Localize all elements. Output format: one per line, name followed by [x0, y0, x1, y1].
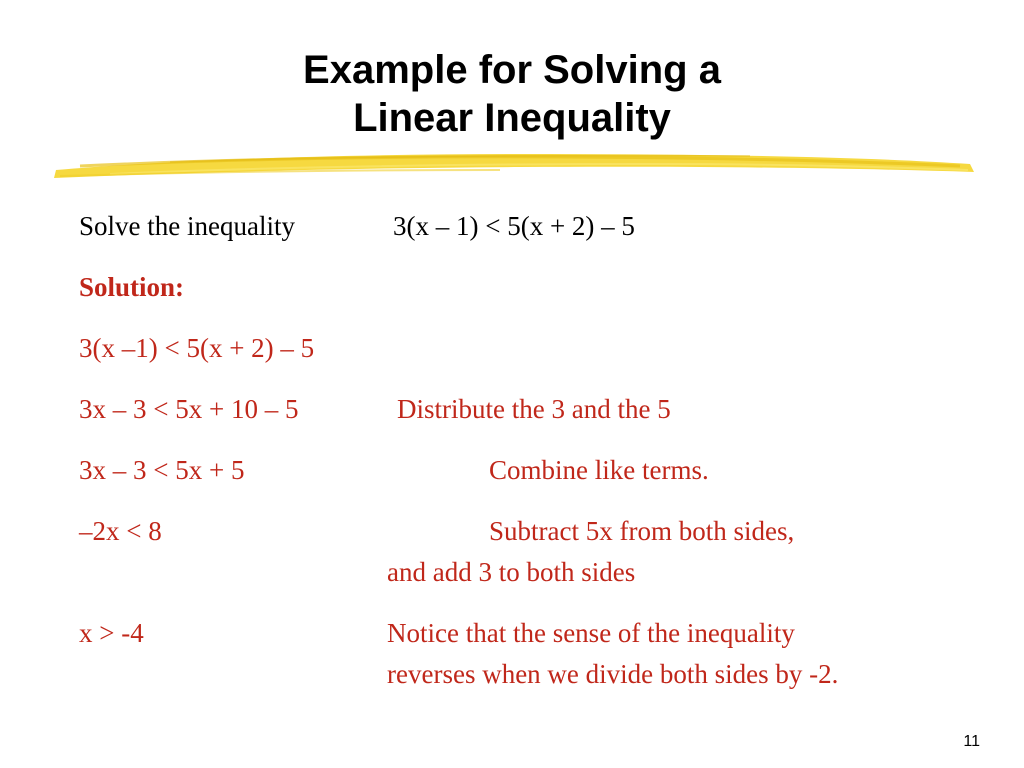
highlighter-underline [50, 146, 976, 186]
problem-expression: 3(x – 1) < 5(x + 2) – 5 [393, 211, 635, 241]
title-line-2: Linear Inequality [353, 96, 671, 140]
step-5-note: Notice that the sense of the inequality [387, 618, 795, 648]
step-2-note: Distribute the 3 and the 5 [397, 394, 671, 424]
step-4-expression: –2x < 8 [79, 516, 162, 546]
solution-heading: Solution: [79, 272, 185, 302]
step-3-expression: 3x – 3 < 5x + 5 [79, 455, 245, 485]
step-1-expression: 3(x –1) < 5(x + 2) – 5 [79, 333, 315, 363]
title-line-1: Example for Solving a [303, 48, 721, 92]
step-2-expression: 3x – 3 < 5x + 10 – 5 [79, 394, 299, 424]
step-5-note-line-2: reverses when we divide both sides by -2. [387, 659, 839, 689]
problem-label: Solve the inequality [79, 211, 295, 241]
step-4-note: Subtract 5x from both sides, [489, 516, 795, 546]
step-3-note: Combine like terms. [489, 455, 709, 485]
step-5-expression: x > -4 [79, 618, 144, 648]
page-number: 11 [963, 733, 980, 750]
step-4-note-line-2: and add 3 to both sides [387, 557, 636, 587]
slide-title [0, 46, 1024, 142]
